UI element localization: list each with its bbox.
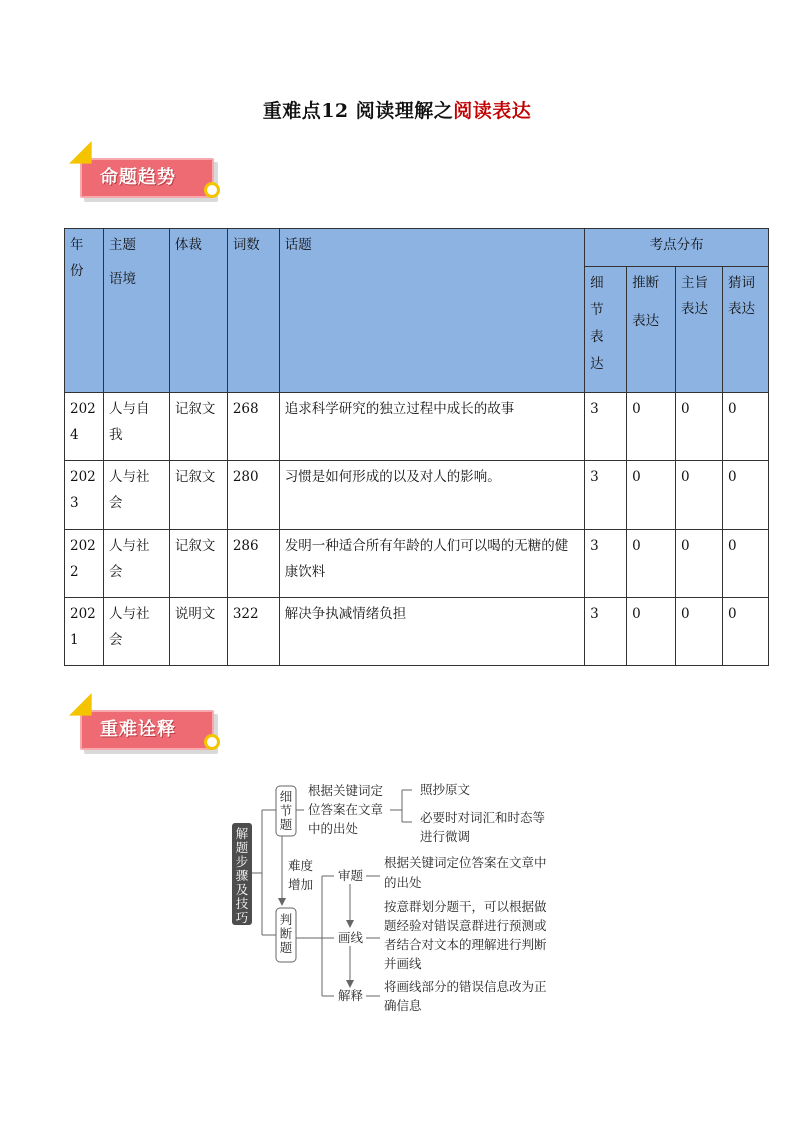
page-title-highlight: 阅读表达 [453, 100, 532, 122]
svg-text:确信息: 确信息 [384, 998, 422, 1013]
header-detail: 细 节 表 达 [585, 267, 627, 393]
header-infer: 推断 表达 [627, 267, 676, 393]
svg-text:解: 解 [235, 826, 249, 841]
header-words: 词数 [227, 229, 279, 393]
header-main: 主旨 表达 [676, 267, 723, 393]
banner-explain-label: 重难诠释 [80, 710, 214, 750]
page-title: 重难点12 阅读理解之阅读表达 [262, 100, 532, 122]
svg-text:题经验对错误意群进行预测或: 题经验对错误意群进行预测或 [384, 918, 547, 933]
svg-text:断: 断 [279, 926, 293, 941]
svg-text:解释: 解释 [338, 988, 364, 1003]
svg-text:中的出处: 中的出处 [308, 821, 359, 836]
svg-text:照抄原文: 照抄原文 [420, 782, 471, 797]
table-row: 202 2 人与社 会 记叙文 286 发明一种适合所有年龄的人们可以喝的无糖的健康饮料 3 0 0 0 [65, 530, 769, 598]
svg-text:并画线: 并画线 [384, 956, 422, 971]
svg-text:判: 判 [279, 912, 293, 927]
svg-text:画线: 画线 [338, 930, 364, 945]
header-genre: 体裁 [169, 229, 227, 393]
table-row: 202 1 人与社 会 说明文 322 解决争执减情绪负担 3 0 0 0 [65, 598, 769, 666]
diagram-root-text [236, 826, 249, 925]
header-guess: 猜词 表达 [722, 267, 768, 393]
svg-text:者结合对文本的理解进行判断: 者结合对文本的理解进行判断 [384, 937, 547, 952]
svg-text:巧: 巧 [235, 910, 249, 925]
svg-text:根据关键词定: 根据关键词定 [308, 783, 384, 798]
svg-text:必要时对词汇和时态等: 必要时对词汇和时态等 [420, 810, 546, 825]
svg-text:根据关键词定位答案在文章中: 根据关键词定位答案在文章中 [384, 855, 547, 870]
header-topic: 主题 语境 [103, 229, 169, 393]
header-dist: 考点分布 [585, 229, 769, 267]
header-year: 年 份 [65, 229, 104, 393]
svg-text:位答案在文章: 位答案在文章 [308, 802, 384, 817]
header-subject: 话题 [279, 229, 584, 393]
table-row: 202 3 人与社 会 记叙文 280 习惯是如何形成的以及对人的影响。 3 0 0 0 [65, 461, 769, 530]
svg-text:的出处: 的出处 [384, 875, 422, 890]
svg-text:题: 题 [235, 840, 249, 855]
svg-text:难度: 难度 [288, 858, 314, 873]
svg-text:增加: 增加 [288, 877, 314, 892]
svg-text:题: 题 [279, 940, 293, 955]
svg-text:技: 技 [235, 896, 249, 911]
svg-text:步: 步 [235, 854, 249, 869]
table-row: 202 4 人与自 我 记叙文 268 追求科学研究的独立过程中成长的故事 3 0 0 0 [65, 393, 769, 461]
svg-text:节: 节 [279, 803, 293, 818]
svg-text:骤: 骤 [235, 868, 249, 883]
svg-text:按意群划分题干，可以根据做: 按意群划分题干，可以根据做 [384, 899, 547, 914]
banner-trend-label: 命题趋势 [80, 158, 214, 198]
svg-text:将画线部分的错误信息改为正: 将画线部分的错误信息改为正 [384, 979, 547, 994]
svg-text:细: 细 [279, 789, 293, 804]
svg-text:题: 题 [279, 817, 293, 832]
svg-text:审题: 审题 [338, 868, 364, 883]
svg-text:及: 及 [235, 882, 249, 897]
svg-text:进行微调: 进行微调 [420, 829, 471, 844]
